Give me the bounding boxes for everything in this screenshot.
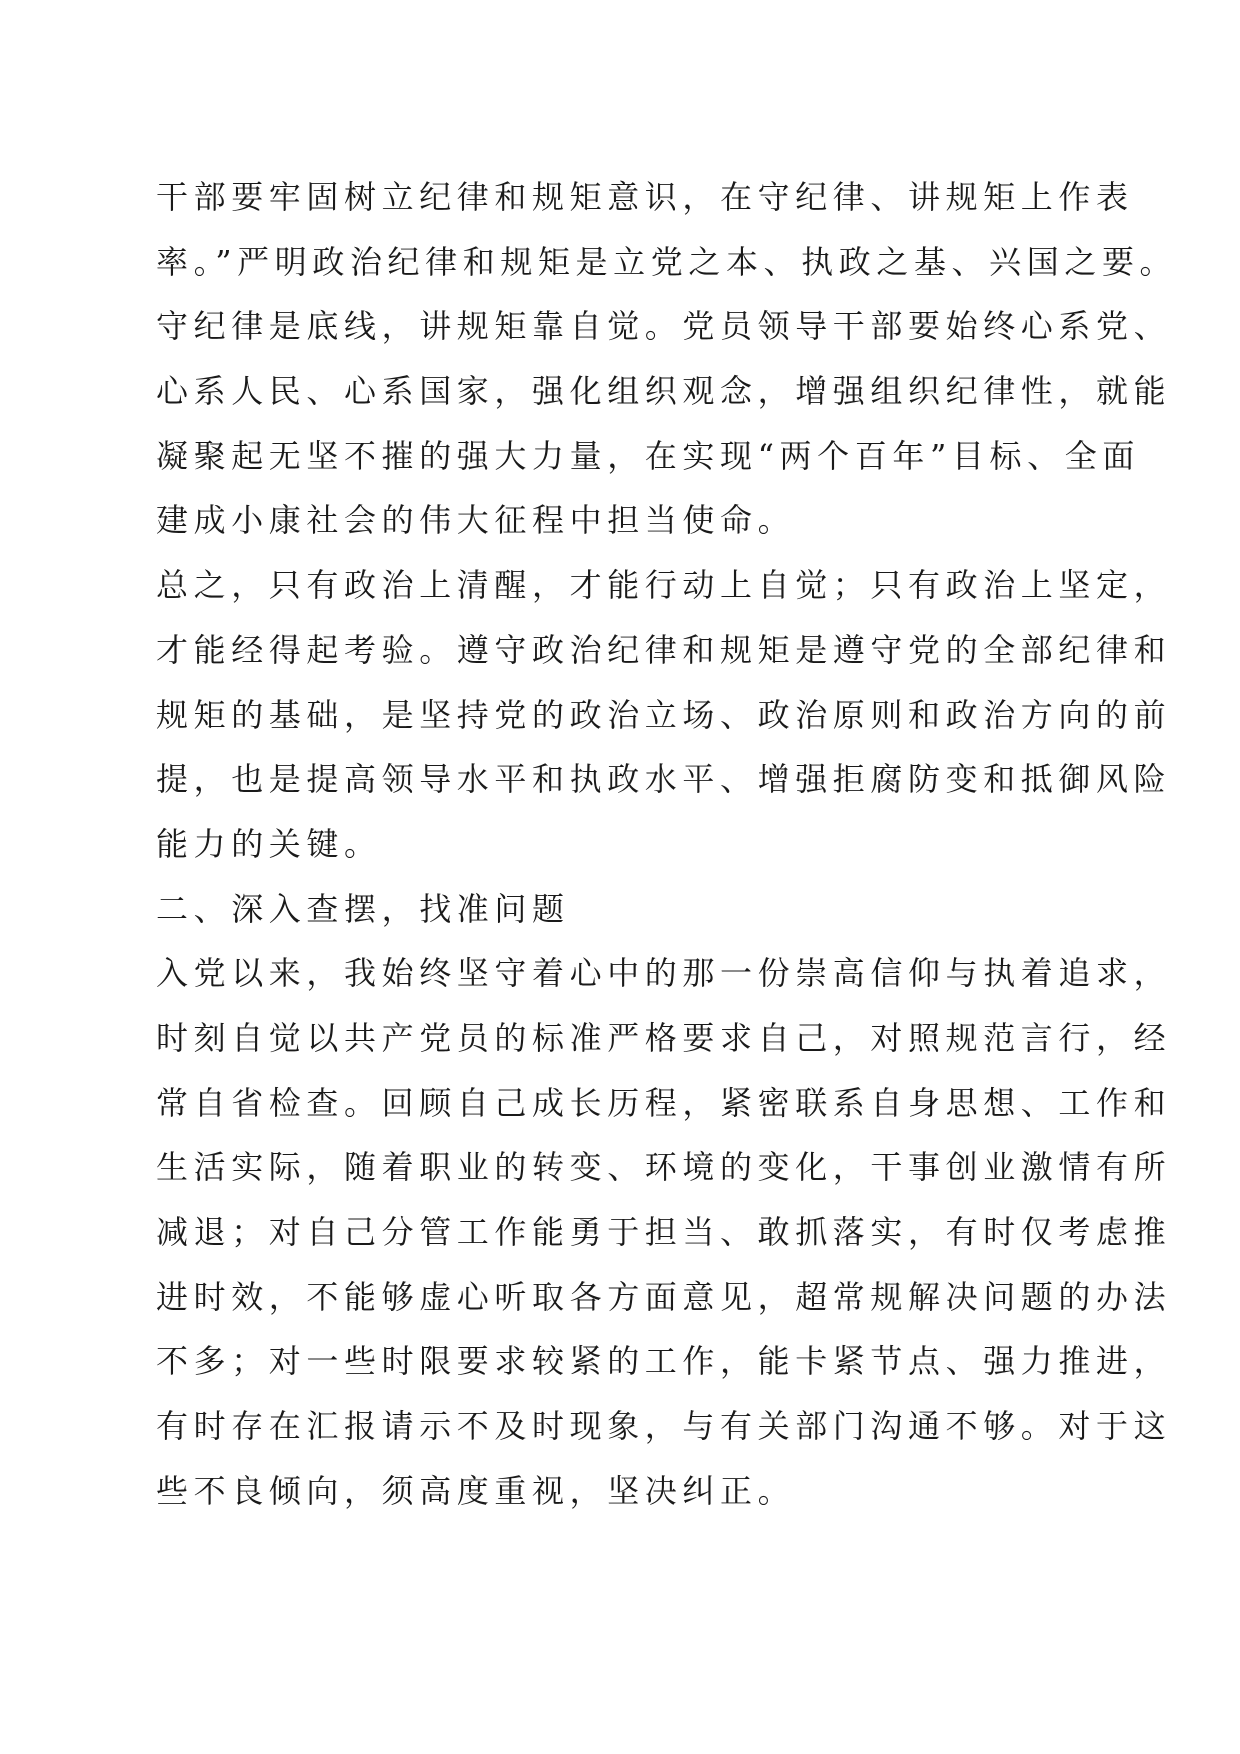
text-line: 规矩的基础，是坚持党的政治立场、政治原则和政治方向的前: [156, 695, 1172, 734]
text-line: 干部要牢固树立纪律和规矩意识，在守纪律、讲规矩上作表: [156, 178, 1134, 216]
text-line: 进时效，不能够虚心听取各方面意见，超常规解决问题的办法: [156, 1277, 1172, 1316]
text-line: 常自省检查。回顾自己成长历程，紧密联系自身思想、工作和: [156, 1083, 1172, 1122]
text-line: 不多；对一些时限要求较紧的工作，能卡紧节点、强力推进，: [156, 1342, 1172, 1381]
text-line: 时刻自觉以共产党员的标准严格要求自己，对照规范言行，经: [156, 1018, 1172, 1057]
section-heading: 二、深入查摆，找准问题: [156, 889, 570, 928]
document-body: [156, 178, 1216, 1539]
text-line: 心系人民、心系国家，强化组织观念，增强组织纪律性，就能: [156, 372, 1172, 411]
text-line: 守纪律是底线，讲规矩靠自觉。党员领导干部要始终心系党、: [156, 307, 1172, 346]
text-line: 提，也是提高领导水平和执政水平、增强拒腐防变和抵御风险: [156, 760, 1172, 799]
text-line: 才能经得起考验。遵守政治纪律和规矩是遵守党的全部纪律和: [156, 630, 1172, 669]
text-line: 总之，只有政治上清醒，才能行动上自觉；只有政治上坚定，: [156, 566, 1172, 605]
text-line: 有时存在汇报请示不及时现象，与有关部门沟通不够。对于这: [156, 1407, 1172, 1446]
text-line: 建成小康社会的伟大征程中担当使命。: [156, 501, 796, 540]
text-line: 率。”严明政治纪律和规矩是立党之本、执政之基、兴国之要。: [156, 242, 1178, 281]
text-line: 些不良倾向，须高度重视，坚决纠正。: [156, 1471, 796, 1510]
text-line: 生活实际，随着职业的转变、环境的变化，干事创业激情有所: [156, 1148, 1172, 1187]
text-line: 凝聚起无坚不摧的强大力量，在实现“两个百年”目标、全面: [156, 436, 1140, 475]
text-line: 能力的关键。: [156, 824, 382, 863]
text-line: 减退；对自己分管工作能勇于担当、敢抓落实，有时仅考虑推: [156, 1213, 1172, 1251]
text-line: 入党以来，我始终坚守着心中的那一份崇高信仰与执着追求，: [156, 954, 1172, 993]
